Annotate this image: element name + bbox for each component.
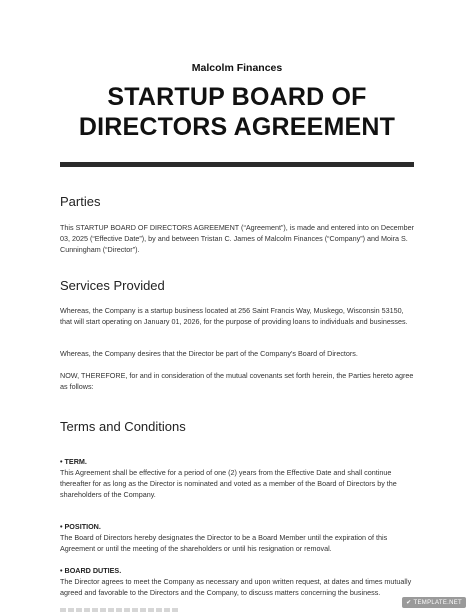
title-line-2: DIRECTORS AGREEMENT	[78, 113, 396, 141]
company-name: Malcolm Finances	[191, 62, 283, 74]
parties-heading: Parties	[60, 194, 101, 209]
template-watermark	[402, 597, 466, 608]
position-text: The Board of Directors hereby designates the Director to be a Board Member until the expiration of this Agreement or until the meeting of the shareholders or until his resignation or removal.	[60, 533, 388, 554]
terms-heading: Terms and Conditions	[60, 419, 186, 434]
term-label: • TERM.	[60, 457, 87, 466]
board-duties-label: • BOARD DUTIES.	[60, 566, 122, 575]
title-divider	[60, 162, 414, 167]
services-paragraph-3: NOW, THEREFORE, for and in consideration of the mutual covenants set forth herein, the Parties hereto agree as follows:	[60, 371, 414, 392]
title-line-1: STARTUP BOARD OF	[107, 83, 367, 111]
board-duties-text: The Director agrees to meet the Company as necessary and upon written request, at dates and times mutually agreed and favorable to the Directors and the Company, to discuss matters concerning the business.	[60, 577, 412, 598]
position-label: • POSITION.	[60, 522, 101, 531]
term-text: This Agreement shall be effective for a period of one (2) years from the Effective Date and shall continue thereafter for as long as the Director is nominated and voted as a member of the Board of Directors by the shareholders of the Company.	[60, 468, 397, 500]
parties-text: This STARTUP BOARD OF DIRECTORS AGREEMENT (“Agreement”), is made and entered into on December 03, 2025 (“Effective Date”), by and between Tristan C. James of Malcolm Finances (“Company”) and Moira S. Cunningham (“Director”).	[60, 223, 415, 255]
watermark-text: TEMPLATE.NET	[413, 600, 462, 606]
cutoff-next-line	[60, 608, 180, 612]
document-title	[0, 82, 474, 142]
services-paragraph-1: Whereas, the Company is a startup business located at 256 Saint Francis Way, Muskego, Wisconsin 53150, that will start operating on January 01, 2026, for the purpose of providing loans to individuals and businesses.	[60, 306, 408, 327]
services-paragraph-2: Whereas, the Company desires that the Director be part of the Company’s Board of Directors.	[60, 349, 358, 358]
check-icon: ✔	[406, 600, 412, 606]
services-heading: Services Provided	[60, 278, 165, 293]
